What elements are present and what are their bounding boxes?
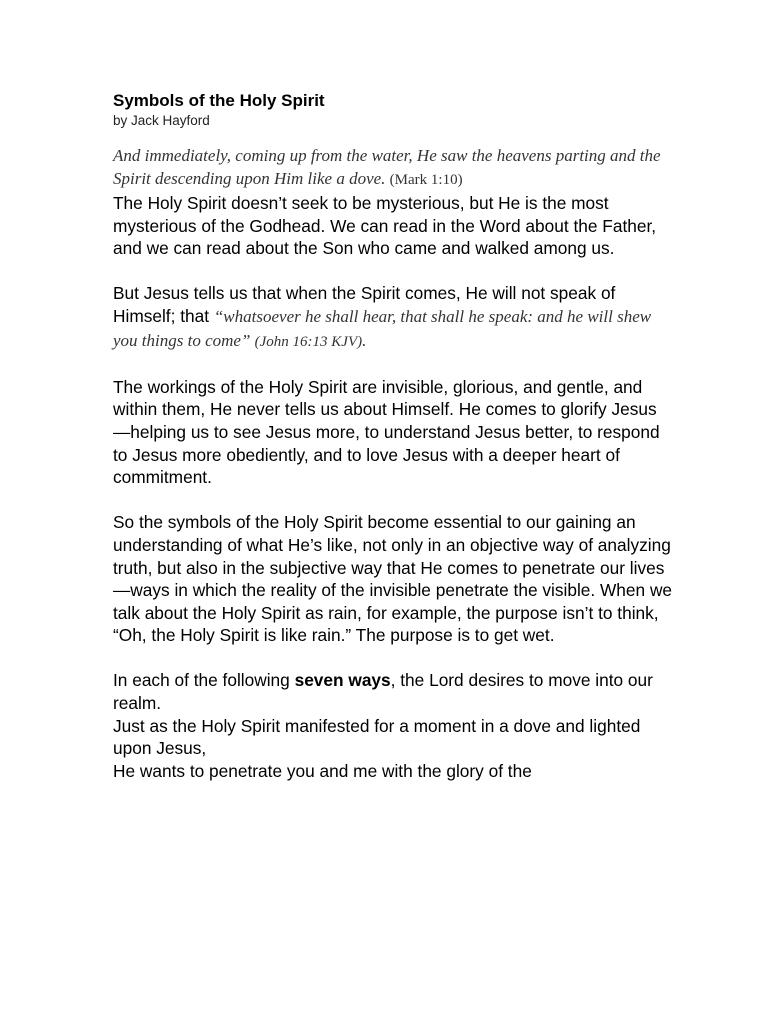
paragraph-5-emphasis: seven ways <box>294 670 391 691</box>
paragraph-5 <box>113 669 673 714</box>
epigraph-reference: (Mark 1:10) <box>389 172 463 188</box>
paragraph-2-end: . <box>362 330 367 350</box>
paragraph-2 <box>113 282 673 353</box>
paragraph-7: He wants to penetrate you and me with the glory of the <box>113 760 532 781</box>
paragraph-1: The Holy Spirit doesn’t seek to be mysterious, but He is the most mysterious of the Godhead. We can read in the Word about the Father, and we can read about the Son who came and walked among us. <box>113 193 657 259</box>
epigraph-quote <box>113 144 673 192</box>
paragraph-2-quote: “whatsoever he shall hear, that shall he speak: and he will shew you things to come” <box>113 306 652 350</box>
paragraph-2-lead: But Jesus tells us that when the Spirit comes, He will not speak of Himself; that <box>113 283 616 326</box>
document-title: Symbols of the Holy Spirit <box>113 91 325 110</box>
paragraph-3: The workings of the Holy Spirit are invisible, glorious, and gentle, and within them, He never tells us about Himself. He comes to glorify Jesus—helping us to see Jesus more, to understand Jesus better, to respond to Jesus more obediently, and to love Jesus with a deeper heart of commitment. <box>113 376 660 488</box>
paragraph-4: So the symbols of the Holy Spirit become essential to our gaining an understanding of what He’s like, not only in an objective way of analyzing truth, but also in the subjective way that He comes to penetrate our lives—ways in which the reality of the invisible penetrate the visible. When we talk about the Holy Spirit as rain, for example, the purpose isn’t to think, “Oh, the Holy Spirit is like rain.” The purpose is to get wet. <box>113 512 673 646</box>
author-byline: by Jack Hayford <box>113 113 210 128</box>
document-body <box>113 90 673 782</box>
epigraph-text: And immediately, coming up from the water, He saw the heavens parting and the Spirit descending upon Him like a dove. <box>113 146 661 188</box>
paragraph-5-lead: In each of the following <box>113 670 295 691</box>
paragraph-5-end: , the Lord desires to move into our realm. <box>113 670 653 714</box>
paragraph-2-reference: (John 16:13 KJV) <box>254 333 363 350</box>
paragraph-6: Just as the Holy Spirit manifested for a moment in a dove and lighted upon Jesus, <box>113 715 641 759</box>
